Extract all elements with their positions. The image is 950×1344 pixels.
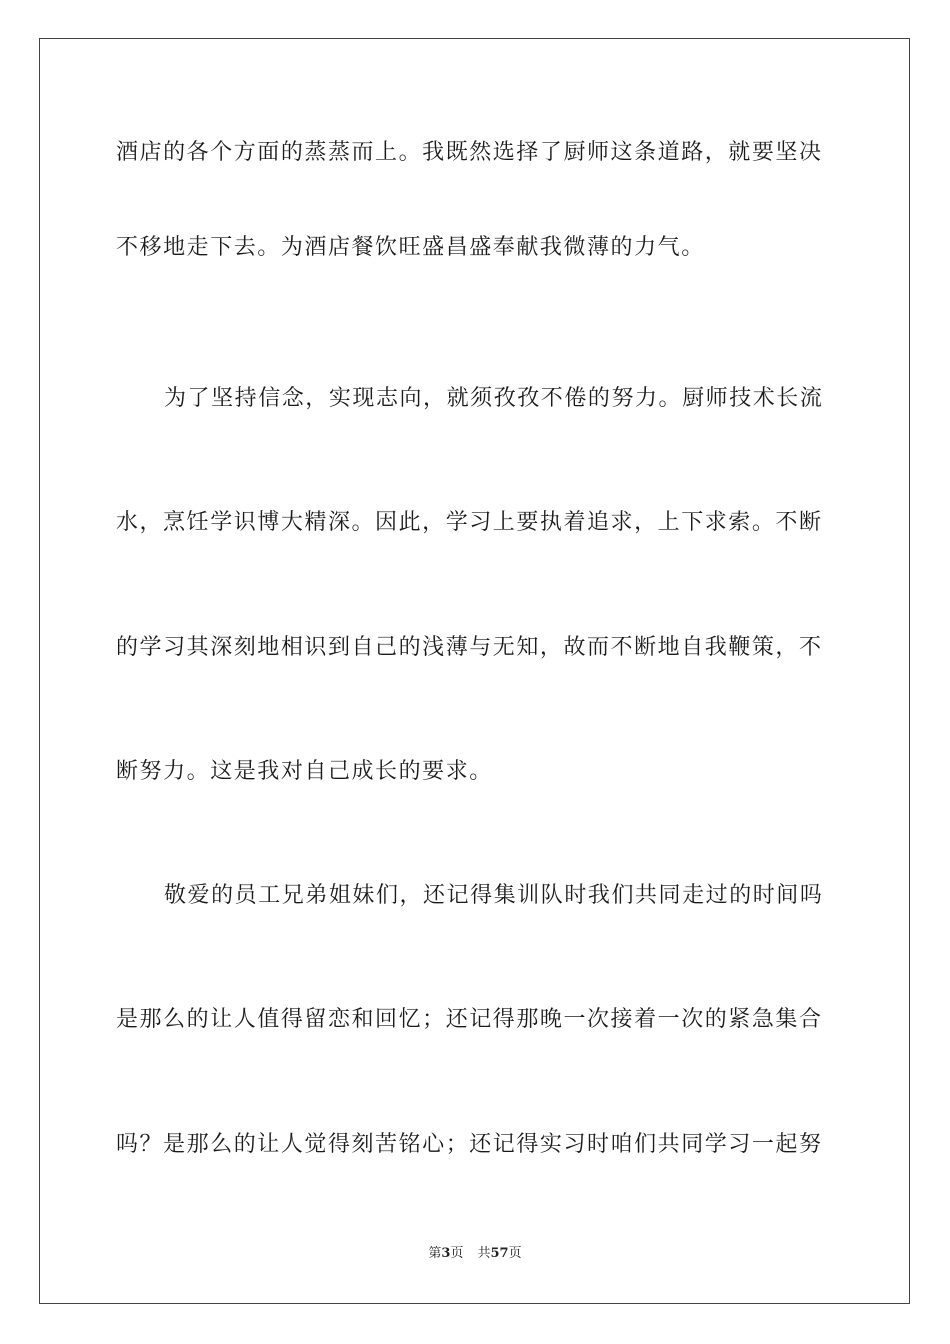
text-line: 是那么的让人值得留恋和回忆；还记得那晚一次接着一次的紧急集合	[116, 1007, 823, 1032]
text-line: 不移地走下去。为酒店餐饮旺盛昌盛奉献我微薄的力气。	[116, 235, 705, 260]
page-border	[39, 38, 910, 1304]
text-line: 敬爱的员工兄弟姐妹们，还记得集训队时我们共同走过的时间吗	[164, 883, 824, 908]
text-line: 的学习其深刻地相识到自己的浅薄与无知，故而不断地自我鞭策，不	[116, 635, 823, 660]
page-prefix: 第	[428, 1246, 442, 1261]
text-line: 吗？是那么的让人觉得刻苦铭心；还记得实习时咱们共同学习一起努	[116, 1132, 823, 1157]
page-footer	[0, 1245, 950, 1263]
page-suffix: 页	[450, 1246, 464, 1261]
total-prefix: 共	[477, 1246, 491, 1261]
total-pages-number: 57	[490, 1246, 509, 1261]
text-line: 水，烹饪学识博大精深。因此，学习上要执着追求，上下求索。不断	[116, 510, 823, 535]
text-line: 断努力。这是我对自己成长的要求。	[116, 759, 493, 784]
total-suffix: 页	[508, 1246, 522, 1261]
text-line: 为了坚持信念，实现志向，就须孜孜不倦的努力。厨师技术长流	[164, 386, 824, 411]
text-line: 酒店的各个方面的蒸蒸而上。我既然选择了厨师这条道路，就要坚决	[116, 140, 823, 165]
current-page-number: 3	[441, 1246, 451, 1261]
